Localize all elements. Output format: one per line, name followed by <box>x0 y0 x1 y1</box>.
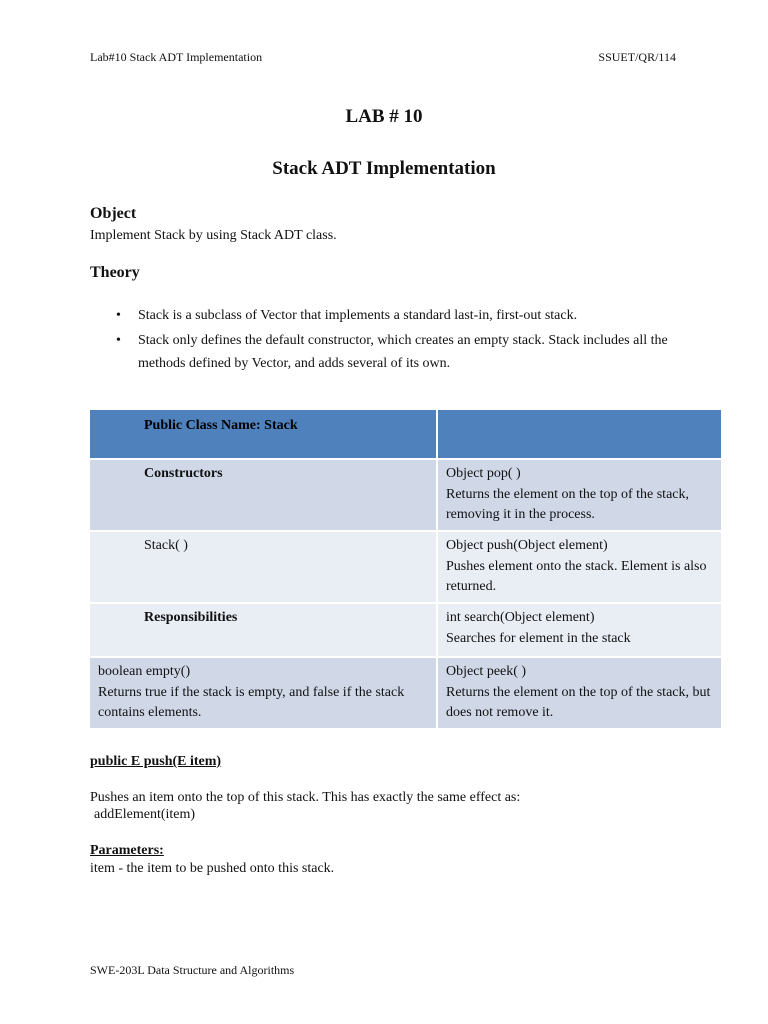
table-cell-responsibilities: Responsibilities <box>90 602 438 656</box>
table-cell-empty <box>90 656 438 728</box>
stack-class-table <box>90 410 721 728</box>
bullet-text: Stack is a subclass of Vector that implements a standard last-in, first-out stack. <box>138 308 578 323</box>
table-header-class-name: Public Class Name: Stack <box>90 410 438 458</box>
table-row <box>90 530 721 602</box>
lab-title: LAB # 10 <box>345 106 423 127</box>
header-right: SSUET/QR/114 <box>598 50 676 64</box>
theory-heading: Theory <box>90 264 140 281</box>
method-title: Object pop( ) <box>446 466 521 481</box>
bullet-icon: • <box>116 333 121 348</box>
table-row <box>90 602 721 656</box>
table-cell-push <box>438 530 721 602</box>
method-title: boolean empty() <box>98 664 191 679</box>
parameters-heading: Parameters: <box>90 843 164 858</box>
bullet-icon: • <box>116 308 121 323</box>
table-row <box>90 458 721 530</box>
list-item <box>90 329 690 375</box>
method-title: int search(Object element) <box>446 610 595 625</box>
method-title: Object push(Object element) <box>446 538 608 553</box>
footer-text: SWE-203L Data Structure and Algorithms <box>90 963 295 977</box>
table-header-row <box>90 410 721 458</box>
method-desc: Searches for element in the stack <box>446 630 631 646</box>
method-desc: Returns true if the stack is empty, and false if the stack contains elements. <box>98 684 405 720</box>
table-cell-peek <box>438 656 721 728</box>
table-cell-search <box>438 602 721 656</box>
method-title: Object peek( ) <box>446 664 527 679</box>
object-text: Implement Stack by using Stack ADT class. <box>90 228 337 243</box>
list-item <box>90 304 690 327</box>
theory-bullet-list <box>90 304 690 377</box>
method-desc: Pushes element onto the stack. Element is also returned. <box>446 558 707 594</box>
method-signature: public E push(E item) <box>90 754 222 769</box>
header-left: Lab#10 Stack ADT Implementation <box>90 50 263 64</box>
bullet-text: Stack only defines the default constructor, which creates an empty stack. Stack includes all the methods defined by Vector, and adds several of its own. <box>138 333 668 371</box>
method-desc: Returns the element on the top of the stack, but does not remove it. <box>446 684 711 720</box>
table-cell-stack-constructor: Stack( ) <box>90 530 438 602</box>
table-cell-pop <box>438 458 721 530</box>
table-cell-constructors: Constructors <box>90 458 438 530</box>
method-code: addElement(item) <box>94 807 196 822</box>
method-description: Pushes an item onto the top of this stack. This has exactly the same effect as: <box>90 790 521 805</box>
table-header-empty <box>438 410 721 458</box>
page-title: Stack ADT Implementation <box>272 158 496 179</box>
parameters-text: item - the item to be pushed onto this stack. <box>90 861 335 876</box>
method-desc: Returns the element on the top of the stack, removing it in the process. <box>446 486 689 522</box>
object-heading: Object <box>90 205 137 222</box>
table-row <box>90 656 721 728</box>
